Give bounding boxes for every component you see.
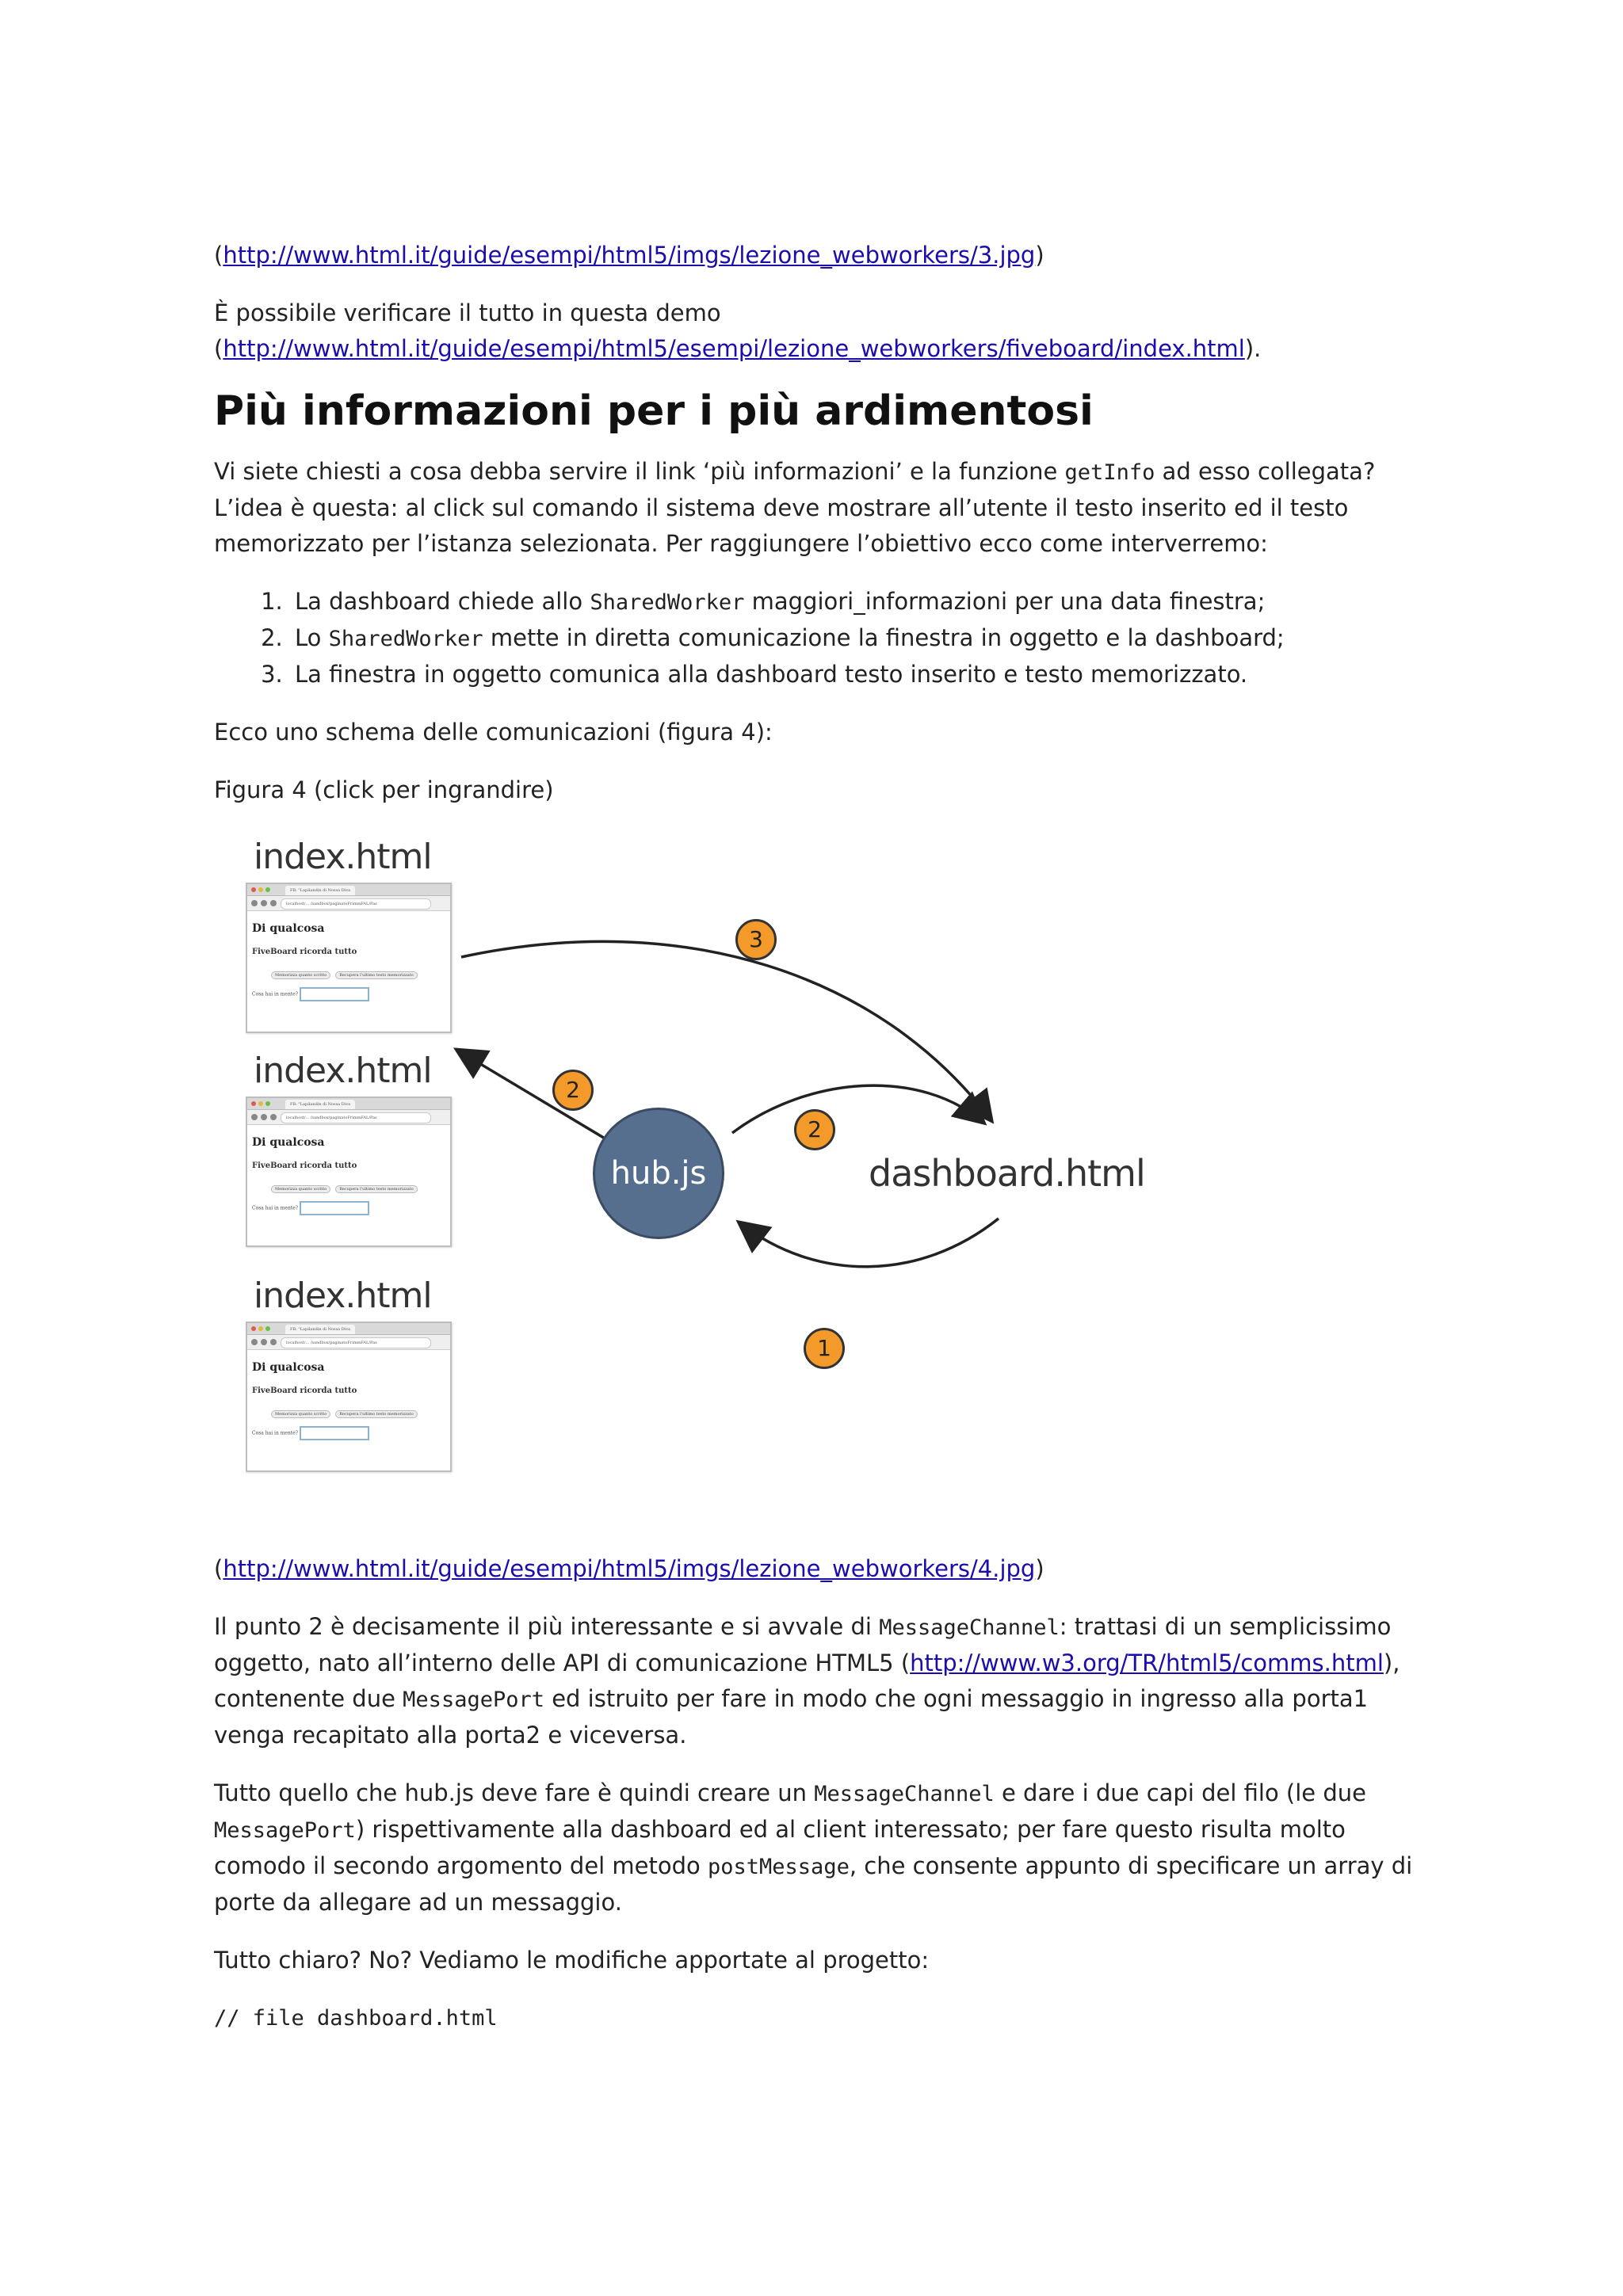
text-field [300,1201,369,1215]
address-bar: localhost/... /sandbox/paginatoFrimmFAL/Pas [281,1112,431,1123]
arrow-2-dashboard [732,1085,983,1133]
recover-button: Recupera l'ultimo testo memorizzato [335,971,417,979]
list-item [290,657,1419,692]
client-browser-window [246,1322,452,1472]
hubjs-paragraph [214,1775,1419,1920]
figure-caption: Figura 4 (click per ingrandire) [214,776,554,803]
hub-node: hub.js [593,1108,724,1239]
browser-page-title: Di qualcosa [252,1361,325,1374]
dashboard-label: dashboard.html [869,1152,1145,1195]
section-heading: Più informazioni per i più ardimentosi [214,387,1094,435]
para2-text: ed istruito per fare in modo che ogni messaggio in ingresso alla porta1 venga recapitato alla porta2 e viceversa. [214,1685,1369,1749]
prompt-label: Cosa hai in mente? [252,991,299,997]
browser-page-subtitle: FiveBoard ricorda tutto [252,1386,357,1395]
prompt-label: Cosa hai in mente? [252,1430,299,1436]
recover-button: Recupera l'ultimo testo memorizzato [335,1410,417,1418]
browser-tab: FB: "Lapilandin di Nossa Diva [285,1325,355,1334]
arrow-3 [461,941,991,1119]
fig3-link[interactable]: http://www.html.it/guide/esempi/html5/imgs/lezione_webworkers/3.jpg [223,242,1036,269]
document-body [214,238,1419,2036]
list-item [290,620,1419,657]
fig3-link-line: (http://www.html.it/guide/esempi/html5/imgs/lezione_webworkers/3.jpg) [214,242,1044,269]
para3-text: ) rispettivamente alla dashboard ed al client interessato; per fare questo risulta molto comodo il secondo argomento del metodo [214,1816,1346,1879]
list-item-text: mette in diretta comunicazione la finestra in oggetto e la dashboard; [483,624,1285,651]
figure-4-diagram[interactable] [206,838,1379,1520]
para3-text: e dare i due capi del filo (le due [994,1779,1366,1806]
para3-text: , che consente appunto di specificare un array di porte da allegare ad un messaggio. [214,1852,1413,1916]
step-badge-2: 2 [794,1109,835,1150]
memorize-button: Memorizza quanto scritto [271,1185,330,1193]
closing-paragraph: Tutto chiaro? No? Vediamo le modifiche apportate al progetto: [214,1947,930,1974]
list-item-text: La finestra in oggetto comunica alla dashboard testo inserito e testo memorizzato. [295,661,1248,688]
intro-text-a: Vi siete chiesti a cosa debba servire il link ‘più informazioni’ e la funzione [214,458,1065,485]
step-badge-2: 2 [552,1070,594,1111]
list-item-text: maggiori_informazioni per una data finestra; [744,588,1266,615]
para2-text: : trattasi di un semplicissimo oggetto, nato all’interno delle API di comunicazione HTML5 ( [214,1613,1392,1676]
messageport-code: MessagePort [214,1818,356,1843]
list-item-code: SharedWorker [328,627,483,651]
demo-paragraph: È possibile verificare il tutto in questa demo (http://www.html.it/guide/esempi/html5/esempi/lezione_webworkers/fiveboard/index.html). [214,299,1262,362]
list-item [290,584,1419,620]
prompt-label: Cosa hai in mente? [252,1205,299,1211]
messageport-code: MessagePort [403,1688,544,1712]
w3c-comms-link[interactable]: http://www.w3.org/TR/html5/comms.html [910,1650,1384,1676]
recover-button: Recupera l'ultimo testo memorizzato [335,1185,417,1193]
list-item-text: La dashboard chiede allo [295,588,590,615]
browser-tab: FB: "Lapilandin di Nossa Diva [285,886,355,895]
getinfo-code: getInfo [1064,460,1155,485]
intro-text-b: ad esso collegata? L’idea è questa: al click sul comando il sistema deve mostrare all’utente il testo inserito ed il testo memorizzato per l’istanza selezionata. Per raggiungere l’obiettivo ecco come interverremo: [214,458,1376,557]
memorize-button: Memorizza quanto scritto [271,971,330,979]
messagechannel-code: MessageChannel [814,1782,995,1806]
messagechannel-paragraph [214,1609,1419,1753]
client-browser-window [246,1097,452,1247]
browser-page-title: Di qualcosa [252,1136,325,1149]
para3-text: Tutto quello che hub.js deve fare è quindi creare un [214,1779,815,1806]
para2-text: ), contenente due [214,1650,1400,1712]
list-item-code: SharedWorker [590,590,745,615]
address-bar: localhost/... /sandbox/paginatoFrimmFAL/Pas [281,898,431,910]
list-item-text: Lo [295,624,329,651]
steps-list [214,584,1419,692]
client-label: index.html [254,837,432,877]
browser-tab: FB: "Lapilandin di Nossa Diva [285,1100,355,1109]
client-label: index.html [254,1051,432,1091]
fig4-link-line: (http://www.html.it/guide/esempi/html5/imgs/lezione_webworkers/4.jpg) [214,1555,1044,1582]
browser-page-subtitle: FiveBoard ricorda tutto [252,948,357,956]
browser-page-title: Di qualcosa [252,922,325,935]
demo-text: È possibile verificare il tutto in questa demo [214,299,721,326]
step-badge-3: 3 [735,919,777,960]
fig4-link[interactable]: http://www.html.it/guide/esempi/html5/imgs/lezione_webworkers/4.jpg [223,1555,1036,1582]
code-comment: // file dashboard.html [214,2006,498,2031]
address-bar: localhost/... /sandbox/paginatoFrimmFAL/Pas [281,1337,431,1348]
arrow-1 [740,1219,999,1267]
text-field [300,987,369,1001]
intro-paragraph [214,454,1419,562]
step-badge-1: 1 [804,1328,845,1369]
para2-text: Il punto 2 è decisamente il più interessante e si avvale di [214,1613,880,1640]
schema-paragraph: Ecco uno schema delle comunicazioni (figura 4): [214,719,773,746]
browser-page-subtitle: FiveBoard ricorda tutto [252,1161,357,1170]
memorize-button: Memorizza quanto scritto [271,1410,330,1418]
demo-link[interactable]: http://www.html.it/guide/esempi/html5/esempi/lezione_webworkers/fiveboard/index.html [223,335,1245,362]
client-label: index.html [254,1276,432,1316]
messagechannel-code: MessageChannel [879,1615,1060,1640]
postmessage-code: postMessage [708,1855,850,1879]
text-field [300,1426,369,1440]
client-browser-window [246,883,452,1033]
